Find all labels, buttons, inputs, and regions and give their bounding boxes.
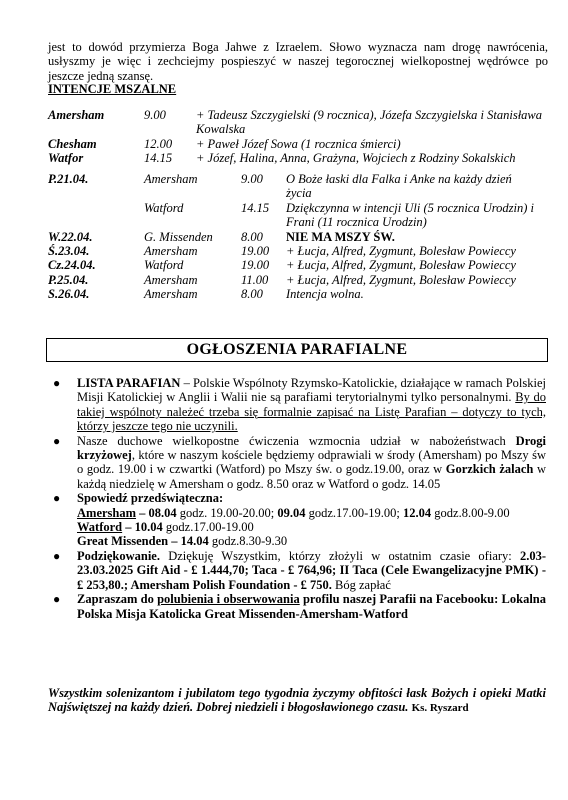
row-intention: + Tadeusz Szczygielski (9 rocznica), Józefa Szczygielska i Stanisława Kowalska (196, 108, 543, 137)
mass-intentions-table (48, 108, 544, 166)
row-time: 14.15 (144, 151, 173, 166)
confession-hours: godz.17.00-19.00 (162, 520, 254, 535)
item-text: Dziękuję Wszystkim, którzy złożyli w ostatnim czasie ofiary: (159, 548, 520, 563)
bullet-icon: ● (53, 548, 61, 563)
table-row (48, 201, 536, 230)
announcements-title: OGŁOSZENIA PARAFIALNE (46, 338, 548, 362)
row-intention: NIE MA MSZY ŚW. (286, 229, 395, 244)
confession-date: – 10.04 (122, 520, 163, 535)
item-text: w każdą niedzielę w Amersham o godz. 8.50 oraz w Watford o godz. 14.05 (77, 462, 546, 491)
row-intention: O Boże łaski dla Falka i Anke na każdy dzień życia (286, 172, 512, 201)
dated-intentions-table (48, 172, 536, 302)
row-date: Cz.24.04. (48, 258, 96, 273)
row-place: Watford (144, 200, 184, 215)
table-row (48, 244, 536, 258)
table-row (48, 137, 544, 151)
item-text: Bóg zapłać (331, 577, 391, 592)
row-time: 19.00 (241, 258, 270, 273)
table-row (48, 230, 536, 244)
row-place: Amersham (144, 287, 198, 302)
table-row (48, 273, 536, 287)
bullet-icon: ● (53, 433, 61, 448)
confession-place: Great Missenden – 14.04 (77, 534, 209, 549)
list-item (53, 434, 546, 492)
item-text: Zapraszam do (77, 592, 158, 607)
confession-hours: godz.8.00-9.00 (431, 505, 510, 520)
row-date: S.26.04. (48, 287, 90, 302)
row-place: Watford (144, 258, 184, 273)
closing-wishes (48, 686, 546, 716)
item-text: , które w naszym kościele będziemy odprawiali w środy (Amersham) po Mszy św o godz. 19.00 i w czwartki (Watford) po Mszy św. o godz.19.00, oraz w (77, 448, 546, 477)
row-date: Amersham (48, 108, 105, 122)
item-lead: Podziękowanie. (77, 548, 160, 563)
row-date: Watfor (48, 151, 84, 166)
row-time: 8.00 (241, 229, 263, 244)
item-underlined-text: polubienia i obserwowania (157, 592, 300, 607)
list-item (53, 376, 546, 434)
intro-paragraph: jest to dowód przymierza Boga Jahwe z Izraelem. Słowo wyznacza nam drogę nawrócenia, usłyszmy je więc i zechciejmy pospieszyć w naszej tegorocznej wielkopostnej wędrówce po jeszcze jedną szansę. (48, 40, 548, 83)
bullet-icon: ● (53, 592, 61, 607)
confession-hours: godz.8.30-9.30 (208, 534, 288, 549)
row-time: 12.00 (144, 136, 173, 151)
item-lead: Spowiedź przedświąteczna: (77, 491, 224, 506)
table-row (48, 172, 536, 201)
closing-text: Wszystkim solenizantom i jubilatom tego tygodnia życzymy obfitości łask Bożych i opieki Matki Najświętszej na każdy dzień. Dobrej niedzieli i błogosławionego czasu. (48, 686, 546, 715)
row-intention: + Łucja, Alfred, Zygmunt, Bolesław Powieccy (286, 244, 516, 259)
confession-date: – 08.04 (136, 505, 177, 520)
table-row (48, 108, 544, 137)
row-date: Chesham (48, 136, 97, 151)
row-time: 8.00 (241, 287, 263, 302)
row-intention: + Paweł Józef Sowa (1 rocznica śmierci) (196, 136, 401, 151)
row-date: P.25.04. (48, 272, 89, 287)
row-time: 9.00 (241, 172, 263, 186)
confession-hours: godz. 19.00-20.00; (176, 505, 278, 520)
table-row (48, 287, 536, 301)
item-bold: 2.03-23.03.2025 Gift Aid - £ 1.444,70; Taca - £ 764,96; II Taca (Cele Ewangelizacyjne PMK) - £ 253,80.; Amersham Polish Foundation - £ 750. (77, 548, 546, 592)
row-date (48, 201, 144, 230)
confession-date: 09.04 (277, 505, 306, 520)
row-place: Amersham (144, 172, 198, 186)
list-item (53, 549, 546, 592)
signature: Ks. Ryszard (411, 702, 469, 715)
item-bold: Gorzkich żalach (445, 462, 534, 477)
row-place: G. Missenden (144, 229, 213, 244)
row-date: P.21.04. (48, 172, 89, 186)
confession-place: Watford (77, 520, 123, 535)
row-intention: + Łucja, Alfred, Zygmunt, Bolesław Powieccy (286, 272, 516, 287)
row-place: Amersham (144, 244, 198, 259)
item-text: – Polskie Wspólnoty Rzymsko-Katolickie, działające w ramach Polskiej Misji Katolickiej w Anglii i Walii nie są parafiami terytorialnymi tylko personalnymi. (77, 376, 546, 405)
item-lead: LISTA PARAFIAN (77, 376, 181, 390)
confession-hours: godz.17.00-19.00; (305, 505, 404, 520)
row-time: 11.00 (241, 272, 269, 287)
announcements-list (53, 376, 546, 621)
row-date: Ś.23.04. (48, 244, 90, 259)
confession-date: 12.04 (403, 505, 432, 520)
table-row (48, 151, 544, 165)
row-time: 19.00 (241, 244, 270, 259)
row-place: Amersham (144, 272, 198, 287)
row-intention: + Józef, Halina, Anna, Grażyna, Wojciech z Rodziny Sokalskich (196, 151, 516, 166)
bullet-icon: ● (53, 376, 61, 390)
mass-intentions-heading: INTENCJE MSZALNE (48, 82, 177, 96)
confession-place: Amersham (77, 505, 137, 520)
table-row (48, 258, 536, 272)
item-text: Nasze duchowe wielkopostne ćwiczenia wzmocnia udział w nabożeństwach (77, 433, 516, 448)
item-bold: Drogi krzyżowej (77, 433, 546, 463)
row-intention: + Łucja, Alfred, Zygmunt, Bolesław Powieccy (286, 258, 516, 273)
item-underlined-text: By do takiej wspólnoty należeć trzeba się formalnie zapisać na Listę Parafian – dotyczy to tych, którzy jeszcze tego nie uczynili. (77, 390, 546, 434)
row-date: W.22.04. (48, 229, 93, 244)
bullet-icon: ● (53, 491, 61, 506)
row-intention: Dziękczynna w intencji Uli (5 rocznica Urodzin) i Frani (11 rocznica Urodzin) (286, 200, 534, 230)
row-intention: Intencja wolna. (286, 287, 364, 302)
list-item (53, 491, 546, 549)
row-time: 9.00 (144, 108, 166, 122)
item-text: profilu naszej Parafii na Facebooku: Lokalna Polska Misja Katolicka Great Missenden-Amersham-Watford (77, 592, 547, 621)
list-item (53, 592, 546, 621)
row-time: 14.15 (241, 200, 270, 215)
